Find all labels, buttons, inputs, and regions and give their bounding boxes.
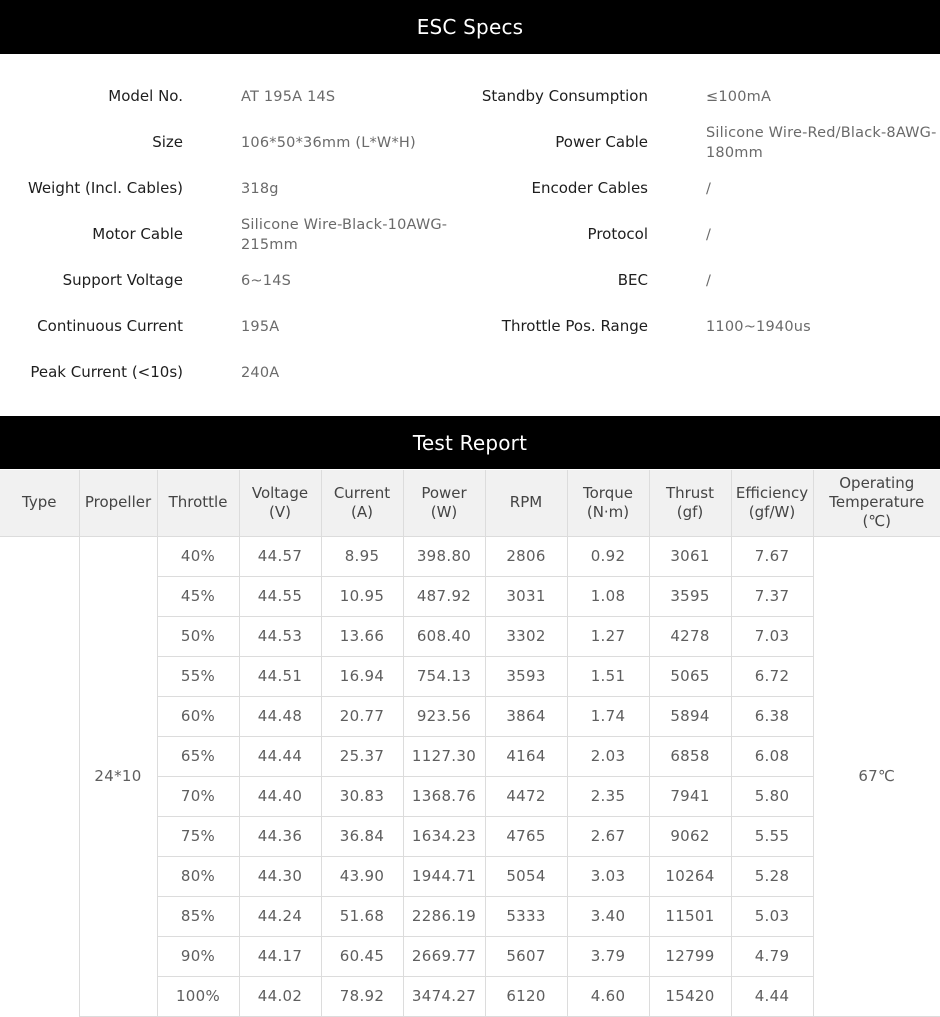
spec-label-support-voltage: Support Voltage <box>62 271 183 289</box>
spec-label-throttle-range: Throttle Pos. Range <box>501 317 648 335</box>
cell-thrust: 12799 <box>649 936 731 976</box>
cell-torque: 2.35 <box>567 776 649 816</box>
cell-torque: 2.03 <box>567 736 649 776</box>
cell-rpm: 3864 <box>485 696 567 736</box>
cell-current: 25.37 <box>321 736 403 776</box>
spec-value-weight: 318g <box>241 181 279 197</box>
spec-value-bec: / <box>706 273 712 289</box>
cell-torque: 1.08 <box>567 576 649 616</box>
header-throttle: Throttle <box>157 470 239 536</box>
table-row <box>0 536 940 576</box>
cell-efficiency: 6.72 <box>731 656 813 696</box>
cell-rpm: 4765 <box>485 816 567 856</box>
cell-efficiency: 7.03 <box>731 616 813 656</box>
header-type: Type <box>0 470 79 536</box>
cell-torque: 3.40 <box>567 896 649 936</box>
cell-throttle: 55% <box>157 656 239 696</box>
cell-power: 3474.27 <box>403 976 485 1016</box>
cell-current: 30.83 <box>321 776 403 816</box>
cell-thrust: 6858 <box>649 736 731 776</box>
spec-value-size: 106*50*36mm (L*W*H) <box>241 135 416 151</box>
cell-power: 2286.19 <box>403 896 485 936</box>
spec-label-power-cable: Power Cable <box>555 133 648 151</box>
spec-label-motor-cable: Motor Cable <box>92 225 183 243</box>
spec-label-protocol: Protocol <box>587 225 648 243</box>
test-report-table <box>0 470 940 1017</box>
cell-torque: 1.27 <box>567 616 649 656</box>
cell-power: 754.13 <box>403 656 485 696</box>
spec-label-weight: Weight (Incl. Cables) <box>27 179 183 197</box>
cell-thrust: 3595 <box>649 576 731 616</box>
header-efficiency: Efficiency (gf/W) <box>731 470 813 536</box>
cell-rpm: 5054 <box>485 856 567 896</box>
cell-voltage: 44.57 <box>239 536 321 576</box>
cell-thrust: 3061 <box>649 536 731 576</box>
header-temperature: Operating Temperature (℃) <box>813 470 940 536</box>
cell-efficiency: 5.28 <box>731 856 813 896</box>
cell-current: 60.45 <box>321 936 403 976</box>
cell-throttle: 75% <box>157 816 239 856</box>
header-current: Current (A) <box>321 470 403 536</box>
test-report-banner <box>0 416 940 469</box>
cell-power: 1634.23 <box>403 816 485 856</box>
cell-rpm: 2806 <box>485 536 567 576</box>
esc-specs-title: ESC Specs <box>416 15 524 39</box>
cell-voltage: 44.36 <box>239 816 321 856</box>
cell-thrust: 9062 <box>649 816 731 856</box>
cell-torque: 0.92 <box>567 536 649 576</box>
cell-efficiency: 5.80 <box>731 776 813 816</box>
cell-voltage: 44.48 <box>239 696 321 736</box>
cell-efficiency: 7.67 <box>731 536 813 576</box>
cell-thrust: 5894 <box>649 696 731 736</box>
cell-power: 2669.77 <box>403 936 485 976</box>
cell-torque: 3.03 <box>567 856 649 896</box>
cell-voltage: 44.53 <box>239 616 321 656</box>
cell-torque: 1.74 <box>567 696 649 736</box>
cell-throttle: 85% <box>157 896 239 936</box>
spec-label-standby: Standby Consumption <box>481 87 648 105</box>
cell-thrust: 11501 <box>649 896 731 936</box>
cell-throttle: 50% <box>157 616 239 656</box>
header-voltage: Voltage (V) <box>239 470 321 536</box>
cell-throttle: 65% <box>157 736 239 776</box>
spec-value-support-voltage: 6~14S <box>241 273 292 289</box>
cell-thrust: 5065 <box>649 656 731 696</box>
cell-current: 16.94 <box>321 656 403 696</box>
cell-efficiency: 5.55 <box>731 816 813 856</box>
spec-label-model: Model No. <box>108 87 183 105</box>
header-rpm: RPM <box>485 470 567 536</box>
table-header-row <box>0 470 940 536</box>
cell-voltage: 44.51 <box>239 656 321 696</box>
spec-value-encoder-cables: / <box>706 181 712 197</box>
spec-value-power-cable: Silicone Wire-Red/Black-8AWG-180mm <box>706 125 937 161</box>
cell-current: 78.92 <box>321 976 403 1016</box>
cell-current: 36.84 <box>321 816 403 856</box>
cell-torque: 2.67 <box>567 816 649 856</box>
cell-current: 10.95 <box>321 576 403 616</box>
cell-rpm: 6120 <box>485 976 567 1016</box>
spec-value-peak-current: 240A <box>241 365 280 381</box>
spec-value-model: AT 195A 14S <box>241 89 336 105</box>
cell-power: 1368.76 <box>403 776 485 816</box>
test-report-title: Test Report <box>412 430 528 455</box>
cell-torque: 1.51 <box>567 656 649 696</box>
cell-voltage: 44.30 <box>239 856 321 896</box>
cell-voltage: 44.40 <box>239 776 321 816</box>
spec-label-encoder-cables: Encoder Cables <box>531 179 648 197</box>
header-propeller: Propeller <box>79 470 157 536</box>
cell-throttle: 60% <box>157 696 239 736</box>
cell-throttle: 90% <box>157 936 239 976</box>
cell-thrust: 10264 <box>649 856 731 896</box>
cell-thrust: 7941 <box>649 776 731 816</box>
cell-power: 923.56 <box>403 696 485 736</box>
cell-power: 398.80 <box>403 536 485 576</box>
cell-efficiency: 4.79 <box>731 936 813 976</box>
cell-efficiency: 6.08 <box>731 736 813 776</box>
spec-label-size: Size <box>152 133 183 151</box>
cell-throttle: 80% <box>157 856 239 896</box>
cell-voltage: 44.02 <box>239 976 321 1016</box>
cell-throttle: 45% <box>157 576 239 616</box>
cell-current: 8.95 <box>321 536 403 576</box>
esc-specs-banner <box>0 0 940 54</box>
cell-throttle: 70% <box>157 776 239 816</box>
cell-power: 487.92 <box>403 576 485 616</box>
cell-power: 1944.71 <box>403 856 485 896</box>
table-body <box>0 536 940 1016</box>
cell-efficiency: 5.03 <box>731 896 813 936</box>
spec-value-protocol: / <box>706 227 712 243</box>
cell-torque: 3.79 <box>567 936 649 976</box>
cell-voltage: 44.55 <box>239 576 321 616</box>
cell-thrust: 15420 <box>649 976 731 1016</box>
cell-current: 20.77 <box>321 696 403 736</box>
cell-efficiency: 4.44 <box>731 976 813 1016</box>
cell-efficiency: 7.37 <box>731 576 813 616</box>
spec-label-bec: BEC <box>617 271 648 289</box>
spec-value-standby: ≤100mA <box>706 89 772 105</box>
spec-value-continuous-current: 195A <box>241 319 280 335</box>
cell-thrust: 4278 <box>649 616 731 656</box>
cell-voltage: 44.24 <box>239 896 321 936</box>
cell-current: 43.90 <box>321 856 403 896</box>
cell-power: 1127.30 <box>403 736 485 776</box>
cell-throttle: 40% <box>157 536 239 576</box>
cell-voltage: 44.17 <box>239 936 321 976</box>
cell-torque: 4.60 <box>567 976 649 1016</box>
cell-efficiency: 6.38 <box>731 696 813 736</box>
cell-rpm: 5333 <box>485 896 567 936</box>
cell-propeller: 24*10 <box>79 536 157 1016</box>
cell-rpm: 4164 <box>485 736 567 776</box>
cell-type <box>0 536 79 1016</box>
cell-operating-temperature: 67℃ <box>813 536 940 1016</box>
spec-label-peak-current: Peak Current (<10s) <box>30 363 183 381</box>
spec-value-motor-cable: Silicone Wire-Black-10AWG-215mm <box>241 217 448 253</box>
cell-rpm: 5607 <box>485 936 567 976</box>
header-power: Power (W) <box>403 470 485 536</box>
cell-power: 608.40 <box>403 616 485 656</box>
cell-current: 51.68 <box>321 896 403 936</box>
cell-current: 13.66 <box>321 616 403 656</box>
cell-rpm: 3302 <box>485 616 567 656</box>
cell-voltage: 44.44 <box>239 736 321 776</box>
cell-rpm: 3031 <box>485 576 567 616</box>
header-thrust: Thrust (gf) <box>649 470 731 536</box>
cell-rpm: 4472 <box>485 776 567 816</box>
cell-throttle: 100% <box>157 976 239 1016</box>
header-torque: Torque (N·m) <box>567 470 649 536</box>
spec-label-continuous-current: Continuous Current <box>37 317 183 335</box>
cell-rpm: 3593 <box>485 656 567 696</box>
spec-value-throttle-range: 1100~1940us <box>706 319 811 335</box>
